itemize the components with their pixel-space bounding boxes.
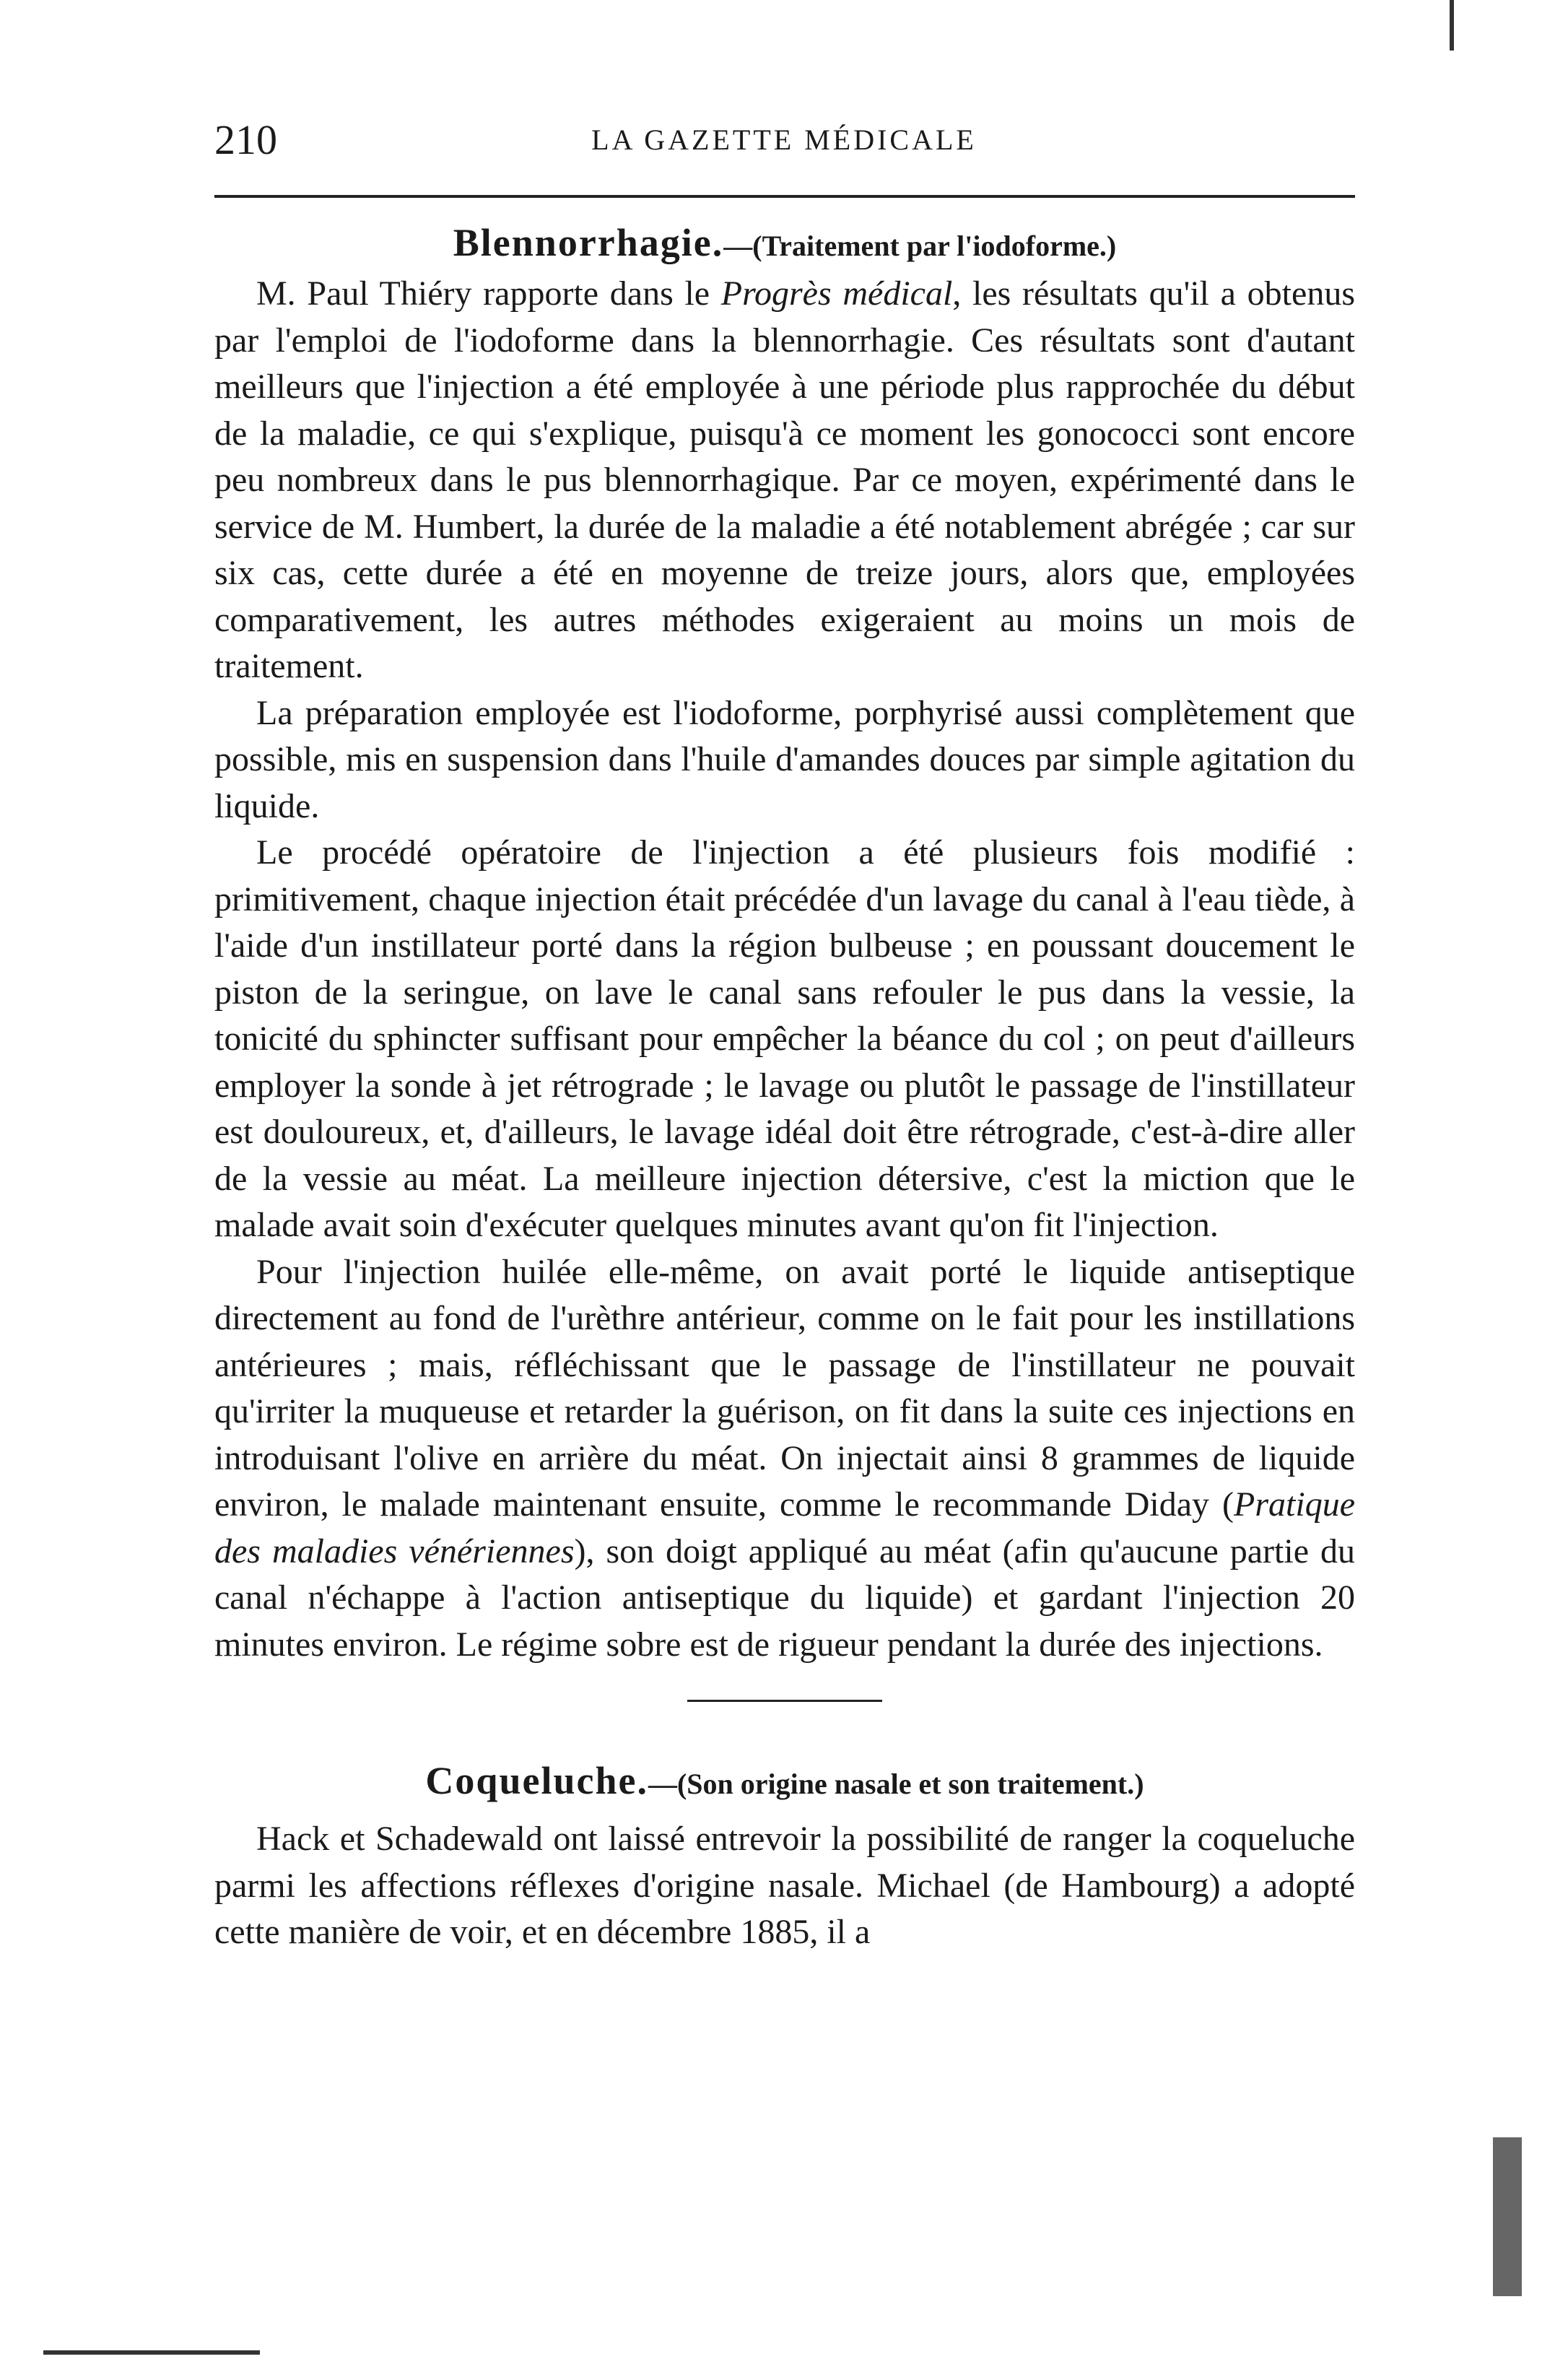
scan-mark (1450, 0, 1454, 51)
paragraph: Le procédé opératoire de l'injection a été plusieurs fois modifié : primitivement, chaque injection était précédée d'un lavage du canal à l'eau tiède, à l'aide d'un instillateur porté dans la région bulbeuse ; en poussant doucement le piston de la seringue, on lave le canal sans refouler le pus dans la vessie, la tonicité du sphincter suffisant pour empêcher la béance du col ; on peut d'ailleurs employer la sonde à jet rétrograde ; le lavage ou plutôt le passage de l'instillateur est douloureux, et, d'ailleurs, le lavage idéal doit être rétrograde, c'est-à-dire aller de la vessie au méat. La meilleure injection détersive, c'est la miction que le malade avait soin d'exécuter quelques minutes avant qu'on fit l'injection. (214, 833, 1355, 1244)
page-number: 210 (214, 116, 277, 163)
section-heading-coqueluche (214, 1758, 1355, 1803)
book-title: Pratique des maladies vénériennes (214, 1485, 1355, 1571)
section-divider (687, 1700, 882, 1702)
running-title: LA GAZETTE MÉDICALE (591, 123, 977, 156)
text-run: , les résultats qu'il a obtenus par l'emploi de l'iodoforme dans la blennorrhagie. Ces résultats sont d'autant meilleurs que l'injection a été employée à une période plus rapprochée du début de la maladie, ce qui s'explique, puisqu'à ce moment les gonococci sont encore peu nombreux dans le pus blennorrhagique. Par ce moyen, expérimenté dans le service de M. Humbert, la durée de la maladie a été notablement abrégée ; car sur six cas, cette durée a été en moyenne de treize jours, alors que, employées comparativement, les autres méthodes exigeraient au moins un mois de traitement. (214, 274, 1355, 685)
scan-mark (43, 2350, 260, 2355)
journal-title: Progrès médical (720, 274, 953, 313)
paragraph: La préparation employée est l'iodoforme, porphyrisé aussi complètement que possible, mis en suspension dans l'huile d'amandes douces par simple agitation du liquide. (214, 693, 1355, 825)
paragraph (214, 271, 1355, 690)
section-title: Blennorrhagie. (453, 221, 724, 264)
text-run: Pour l'injection huilée elle-même, on avait porté le liquide antiseptique directement au fond de l'urèthre antérieur, comme on le fait pour les instillations antérieures ; mais, réfléchissant que le passage de l'instillateur ne pouvait qu'irriter la muqueuse et retarder la guérison, on fit dans la suite ces injections en introduisant l'olive en arrière du méat. On injectait ainsi 8 grammes de liquide environ, le malade maintenant ensuite, comme le recommande Diday ( (214, 1252, 1355, 1524)
section-title: Coqueluche. (425, 1759, 648, 1802)
header-rule (214, 195, 1355, 198)
text-run: ), son doigt appliqué au méat (afin qu'aucune partie du canal n'échappe à l'action antiseptique du liquide) et gardant l'injection 20 minutes environ. Le régime sobre est de rigueur pendant la durée des injections. (214, 1532, 1355, 1664)
section-heading-blennorrhagie (214, 220, 1355, 265)
section-subtitle: —(Son origine nasale et son traitement.) (648, 1768, 1144, 1800)
paragraph: Hack et Schadewald ont laissé entrevoir la possibilité de ranger la coqueluche parmi les affections réflexes d'origine nasale. Michael (de Hambourg) a adopté cette manière de voir, et en décembre 1885, il a (214, 1820, 1355, 1951)
article-column (214, 220, 1355, 1956)
section-subtitle: —(Traitement par l'iodoforme.) (723, 230, 1117, 262)
text-run: M. Paul Thiéry rapporte dans le (256, 274, 721, 313)
paragraph (214, 1249, 1355, 1669)
scan-mark (1493, 2137, 1522, 2296)
